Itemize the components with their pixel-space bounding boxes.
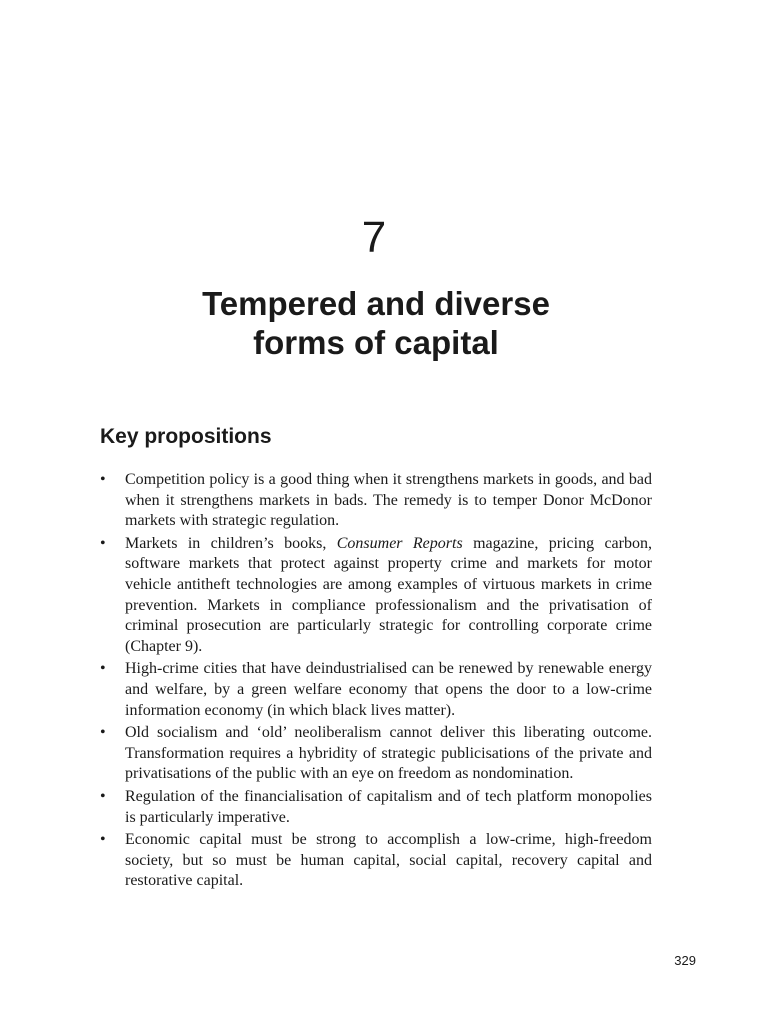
proposition-text: Economic capital must be strong to accomplish a low-crime, high-freedom society, but so must be human capital, social capital, recovery capital and restorative capital.: [125, 831, 652, 890]
chapter-title-line-2: forms of capital: [253, 324, 499, 361]
proposition-text: Regulation of the financialisation of capitalism and of tech platform monopolies is particularly imperative.: [125, 787, 652, 826]
bullet-icon: •: [100, 831, 106, 849]
list-item: [100, 723, 652, 785]
proposition-text: Competition policy is a good thing when it strengthens markets in goods, and bad when it strengthens markets in bads. The remedy is to temper Donor McDonor markets with strategic regulation.: [125, 471, 652, 530]
bullet-icon: •: [100, 787, 106, 805]
publication-title: Consumer Reports: [336, 534, 463, 552]
list-item: [100, 659, 652, 721]
bullet-icon: •: [100, 534, 106, 552]
proposition-text-part: Markets in children’s books,: [125, 534, 337, 552]
bullet-icon: •: [100, 660, 106, 678]
bullet-icon: •: [100, 471, 106, 488]
proposition-text: High-crime cities that have deindustrialised can be renewed by renewable energy and welfare, by a green welfare economy that opens the door to a low-crime information economy (in which black lives matter).: [125, 660, 652, 719]
page-number: 329: [674, 953, 696, 968]
list-item: [100, 787, 652, 828]
list-item: [100, 830, 652, 892]
proposition-text: [125, 535, 652, 655]
chapter-number: 7: [361, 213, 387, 262]
section-heading: Key propositions: [100, 425, 272, 448]
bullet-icon: •: [100, 724, 106, 742]
key-propositions-list: [100, 470, 652, 894]
chapter-title-line-1: Tempered and diverse: [202, 285, 550, 322]
list-item: [100, 534, 652, 658]
chapter-title: [0, 284, 752, 362]
proposition-text: Old socialism and ‘old’ neoliberalism cannot deliver this liberating outcome. Transformation requires a hybridity of strategic publicisations of the private and privatisations of the public with an eye on freedom as nondomination.: [125, 724, 652, 783]
proposition-text-part: magazine, pricing carbon, software markets that protect against property crime and markets for motor vehicle antitheft technologies are among examples of virtuous markets in crime prevention. Markets in compliance professionalism and the privatisation of criminal prosecution are particularly strategic for controlling corporate crime (Chapter 9).: [125, 534, 652, 655]
list-item: [100, 470, 652, 532]
